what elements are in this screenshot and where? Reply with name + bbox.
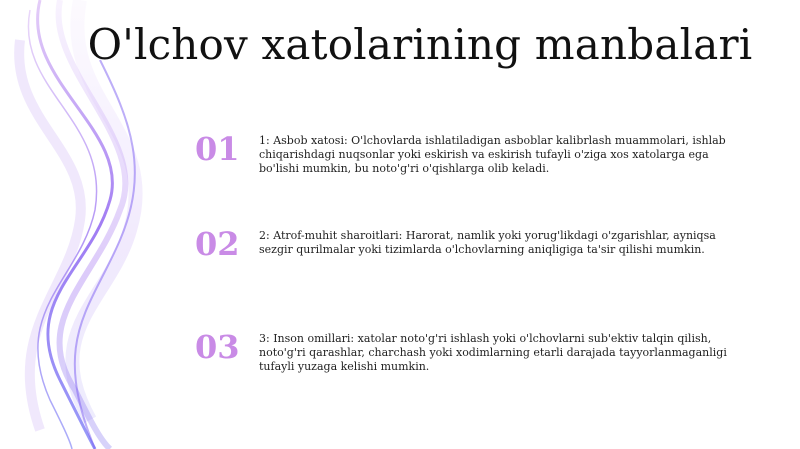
- item-number: 01: [195, 130, 240, 168]
- item-number: 03: [195, 328, 240, 366]
- slide-title: O'lchov xatolarining manbalari: [87, 20, 753, 69]
- item-text: 3: Inson omillari: xatolar noto'g'ri ishlash yoki o'lchovlarni sub'ektiv talqin qilish, noto'g'ri qarashlar, charchash yoki xodimlarning etarli darajada tayyorlanmaganligi tufayli yuzaga kelishi mumkin.: [259, 332, 727, 373]
- item-text: 1: Asbob xatosi: O'lchovlarda ishlatiladigan asboblar kalibrlash muammolari, ishlab chiqarishdagi nuqsonlar yoki eskirish va eskirish tufayli o'ziga xos xatolarga ega bo'lishi mumkin, bu noto'g'ri o'qishlarga olib keladi.: [259, 134, 726, 175]
- item-number: 02: [195, 225, 240, 263]
- item-text: 2: Atrof-muhit sharoitlari: Harorat, namlik yoki yorug'likdagi o'zgarishlar, ayniqsa sezgir qurilmalar yoki tizimlarda o'lchovlarning aniqligiga ta'sir qilishi mumkin.: [259, 229, 716, 256]
